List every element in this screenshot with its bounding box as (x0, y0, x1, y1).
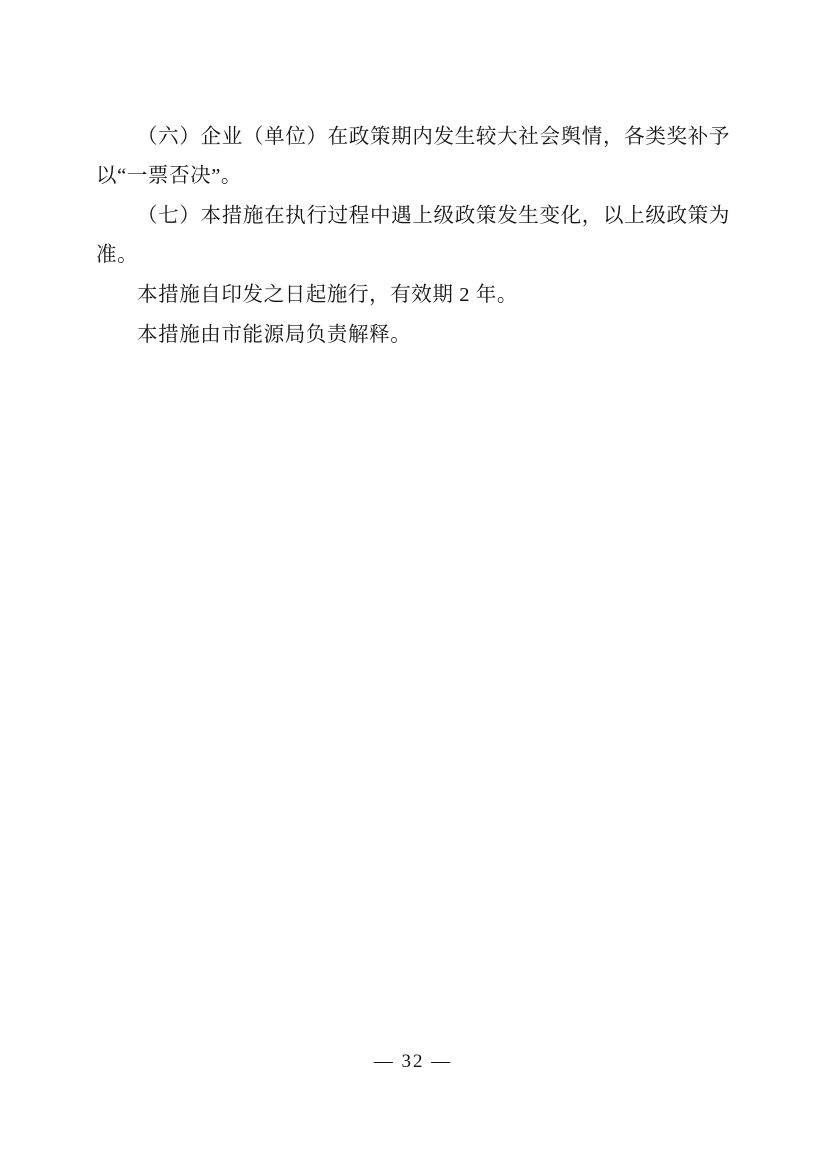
paragraph-1: （六）企业（单位）在政策期内发生较大社会舆情，各类奖补予以“一票否决”。 (96, 126, 730, 187)
paragraph-2: （七）本措施在执行过程中遇上级政策发生变化，以上级政策为准。 (96, 205, 730, 266)
page-number: — 32 — (373, 1051, 453, 1072)
paragraph-3: 本措施自印发之日起施行，有效期 2 年。 (137, 284, 518, 306)
paragraph-4: 本措施由市能源局负责解释。 (137, 324, 412, 346)
document-body (96, 118, 730, 355)
page-footer (0, 1051, 826, 1073)
